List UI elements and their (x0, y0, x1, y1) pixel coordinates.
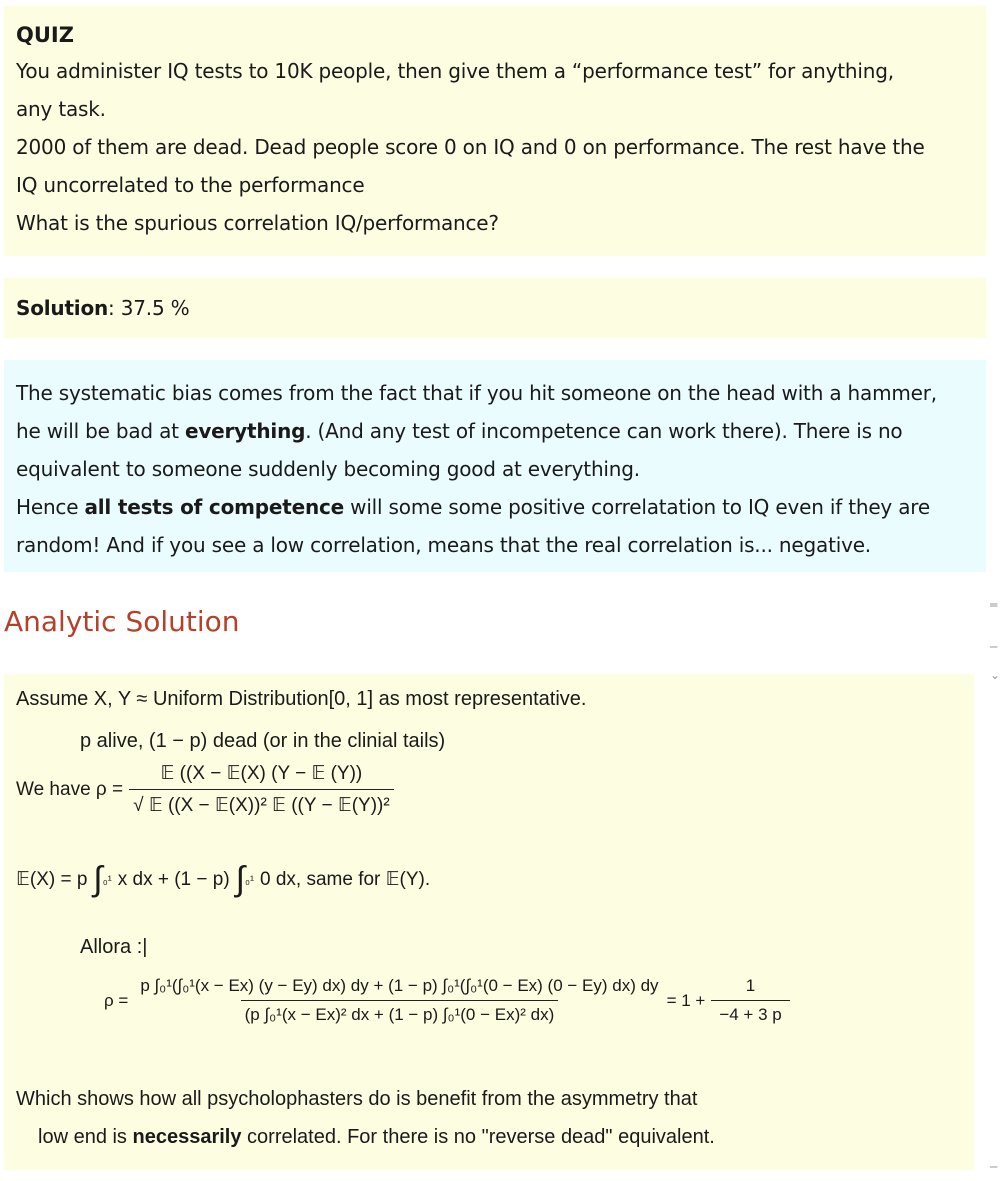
analytic-cell (4, 674, 974, 1170)
integral-bounds: ₀¹ (245, 872, 254, 887)
cell-bracket-icon[interactable]: ─ (990, 640, 998, 654)
cell-bracket-icon[interactable]: ─ (990, 1160, 998, 1174)
quiz-title: QUIZ (16, 23, 74, 47)
conclusion-text: low end is (38, 1126, 133, 1148)
expectation-line (16, 860, 430, 899)
integral-icon: ∫ (93, 860, 103, 898)
bias-line (16, 412, 974, 450)
cell-bracket-icon[interactable]: ═ (990, 598, 998, 612)
big-denominator: (p ∫₀¹(x − Ex)² dx + (1 − p) ∫₀¹(0 − Ex)² dx) (241, 1000, 559, 1025)
conclusion-line: Which shows how all psycholophasters do is benefit from the asymmetry that (16, 1088, 698, 1110)
expectation-lhs: 𝔼(X) = p (16, 869, 88, 890)
big-numerator: p ∫₀¹(∫₀¹(x − Ex) (y − Ey) dx) dy + (1 − p) ∫₀¹(∫₀¹(0 − Ex) (0 − Ey) dx) dy (140, 976, 659, 995)
result-numerator: 1 (745, 976, 756, 995)
cell-bracket-icon[interactable]: ⌄ (990, 668, 1000, 682)
rho-fraction (129, 762, 394, 817)
allora-line: Allora :| (80, 936, 148, 958)
solution-label: Solution (16, 296, 109, 320)
rho-label: ρ = (104, 990, 129, 1010)
quiz-line: You administer IQ tests to 10K people, then give them a “performance test” for anything, (16, 59, 894, 83)
bias-text: Hence (16, 495, 85, 519)
bias-line: random! And if you see a low correlation, means that the real correlation is... negative. (16, 533, 871, 557)
quiz-line: What is the spurious correlation IQ/performance? (16, 211, 499, 235)
expectation-term: 0 dx, same for 𝔼(Y). (260, 869, 431, 890)
section-title: Analytic Solution (4, 605, 240, 638)
quiz-line: 2000 of them are dead. Dead people score 0 on IQ and 0 on performance. The rest have the (16, 135, 925, 159)
bias-text: he will be bad at (16, 419, 185, 443)
conclusion-text: correlated. For there is no "reverse dead" equivalent. (241, 1126, 715, 1148)
alive-line: p alive, (1 − p) dead (or in the clinial tails) (80, 730, 446, 752)
bias-line: The systematic bias comes from the fact that if you hit someone on the head with a hammer, (16, 381, 937, 405)
conclusion-bold: necessarily (132, 1126, 242, 1148)
bias-line: equivalent to someone suddenly becoming good at everything. (16, 457, 640, 481)
solution-value: : 37.5 % (108, 296, 190, 320)
rho-label: We have ρ = (16, 778, 124, 800)
expectation-term: x dx + (1 − p) (117, 868, 230, 890)
quiz-line: IQ uncorrelated to the performance (16, 173, 365, 197)
bias-line (16, 488, 974, 526)
quiz-cell (4, 6, 986, 256)
rho-definition (16, 762, 394, 817)
bias-cell (4, 360, 986, 572)
big-fraction (136, 976, 662, 1025)
quiz-line: any task. (16, 97, 106, 121)
bias-text: . (And any test of incompetence can work there). There is no (305, 419, 903, 443)
rho-denominator: √ 𝔼 ((X − 𝔼(X))² 𝔼 ((Y − 𝔼(Y))² (129, 789, 394, 817)
rho-formula (104, 976, 790, 1025)
integral-icon: ∫ (235, 860, 246, 898)
equals-sign: = 1 + (666, 990, 706, 1010)
conclusion-line (38, 1126, 715, 1149)
bias-bold: everything (184, 419, 306, 443)
bias-bold: all tests of competence (84, 495, 345, 519)
result-denominator: −4 + 3 p (711, 1000, 789, 1025)
solution-cell (4, 278, 986, 338)
rho-numerator: 𝔼 ((X − 𝔼(X) (Y − 𝔼 (Y)) (160, 763, 363, 784)
result-fraction (711, 976, 789, 1025)
assume-line: Assume X, Y ≈ Uniform Distribution[0, 1] as most representative. (16, 688, 587, 710)
bias-text: will some some positive correlatation to IQ even if they are (344, 495, 930, 519)
integral-bounds: ₀¹ (102, 872, 112, 887)
